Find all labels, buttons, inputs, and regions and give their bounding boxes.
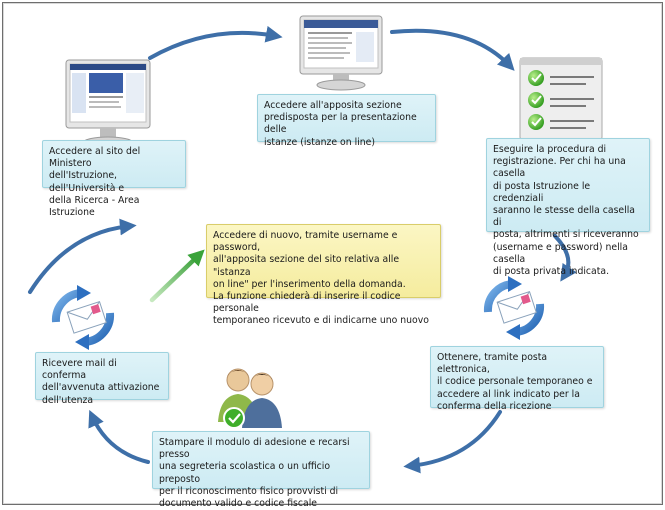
note-box: Accedere di nuovo, tramite username e password, all'apposita sezione del sito relativa alle "istanza on line" per l'inserimento della domanda. La funzione chiederà di inserire il codice personale temporaneo ricevuto e di indicarne uno nuovo [206,224,441,298]
step-box-5: Stampare il modulo di adesione e recarsi presso una segreteria scolastica o un ufficio preposto per il riconoscimento fisico provvisti di documento valido e codice fiscale [152,431,370,489]
step-box-2: Accedere all'apposita sezione predisposta per la presentazione delle istanze (istanze on line) [257,94,436,142]
checklist-icon [518,56,604,142]
computer-monitor-icon [298,14,384,92]
step-box-1: Accedere al sito del Ministero dell'Istruzione, dell'Università e della Ricerca - Area Istruzione [42,140,186,188]
mail-refresh-icon [46,280,120,354]
step-box-4: Ottenere, tramite posta elettronica, il codice personale temporaneo e accedere al link indicato per la conferma della ricezione [430,346,604,408]
step-box-6: Ricevere mail di conferma dell'avvenuta attivazione dell'utenza [35,352,169,400]
arrow-step1-to-step2 [150,33,276,58]
step-box-3: Eseguire la procedura di registrazione. Per chi ha una casella di posta Istruzione le credenziali saranno le stesse della casella di posta, altrimenti si riceveranno (username e password) nella casella di posta privata indicata. [486,138,650,232]
arrow-step4-to-step5 [410,412,500,466]
mail-refresh-icon [478,272,550,344]
computer-monitor-icon [64,58,152,150]
arrow-step5-to-step6 [92,416,148,462]
arrow-step2-to-step3 [392,31,510,66]
arrow-green-to-note [152,254,200,300]
users-check-icon [214,364,288,432]
